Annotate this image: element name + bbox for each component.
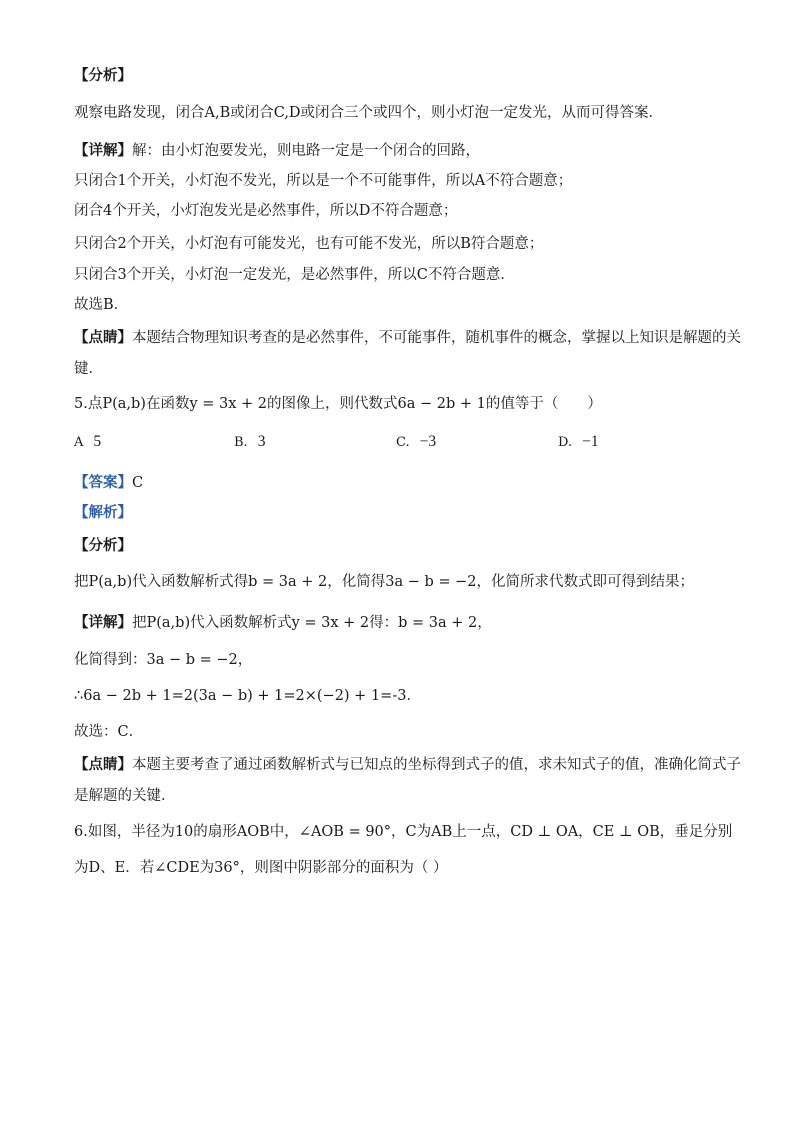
analysis-paragraph: 观察电路发现，闭合A,B或闭合C,D或闭合三个或四个，则小灯泡一定发光，从而可得答案． xyxy=(74,105,664,121)
option-a: A 5 xyxy=(74,433,102,450)
comment-line-1: 【点睛】本题结合物理知识考查的是必然事件，不可能事件，随机事件的概念，掌握以上知识是解题的关 xyxy=(74,329,741,346)
q5-choose-line: 故选：C． xyxy=(74,724,144,740)
q5-comment-line-1: 【点睛】本题主要考查了通过函数解析式与已知点的坐标得到式子的值，求未知式子的值，准确化简式子 xyxy=(74,756,741,773)
question-6-stem-line-2: 为D、E．若∠CDE为36°，则图中阴影部分的面积为（ ） xyxy=(74,860,448,876)
option-d: D. −1 xyxy=(558,433,599,450)
q5-detail-line-3: ∴6a − 2b + 1=2(3a − b) + 1=2×(−2) + 1=-3． xyxy=(74,688,421,704)
q5-detail-line-2: 化简得到：3a − b = −2， xyxy=(74,652,253,668)
detail-line-3: 闭合4个开关，小灯泡发光是必然事件，所以D不符合题意； xyxy=(74,203,458,219)
q5-comment-line-2: 是解题的关键． xyxy=(74,788,176,804)
detail-line-2: 只闭合1个开关，小灯泡不发光，所以是一个不可能事件，所以A不符合题意； xyxy=(74,173,573,189)
question-5-options xyxy=(74,432,724,452)
comment-line-2: 键． xyxy=(74,361,103,377)
analysis-heading: 【分析】 xyxy=(74,67,132,84)
q5-analysis-heading: 【分析】 xyxy=(74,537,132,554)
question-5-stem: 5.点P(a,b)在函数y = 3x + 2的图像上，则代数式6a − 2b + 1的值等于（ ） xyxy=(74,396,602,412)
question-6-stem-line-1: 6.如图，半径为10的扇形AOB中，∠AOB = 90°，C为AB上一点，CD ⊥ OA，CE ⊥ OB，垂足分别 xyxy=(74,824,733,840)
jiexi-heading: 【解析】 xyxy=(74,504,132,521)
detail-line-4: 只闭合2个开关，小灯泡有可能发光，也有可能不发光，所以B符合题意； xyxy=(74,236,544,252)
detail-line-5: 只闭合3个开关，小灯泡一定发光，是必然事件，所以C不符合题意． xyxy=(74,267,515,283)
option-b: B. 3 xyxy=(234,433,266,450)
choose-answer-line: 故选B． xyxy=(74,297,129,313)
option-c: C. −3 xyxy=(396,433,437,450)
answer-line: 【答案】C xyxy=(74,474,144,491)
detail-line-1: 【详解】解：由小灯泡要发光，则电路一定是一个闭合的回路， xyxy=(74,142,480,159)
q5-analysis-paragraph: 把P(a,b)代入函数解析式得b = 3a + 2，化简得3a − b = −2，化简所求代数式即可得到结果； xyxy=(74,574,694,590)
q5-detail-line-1: 【详解】把P(a,b)代入函数解析式y = 3x + 2得：b = 3a + 2， xyxy=(74,614,492,631)
